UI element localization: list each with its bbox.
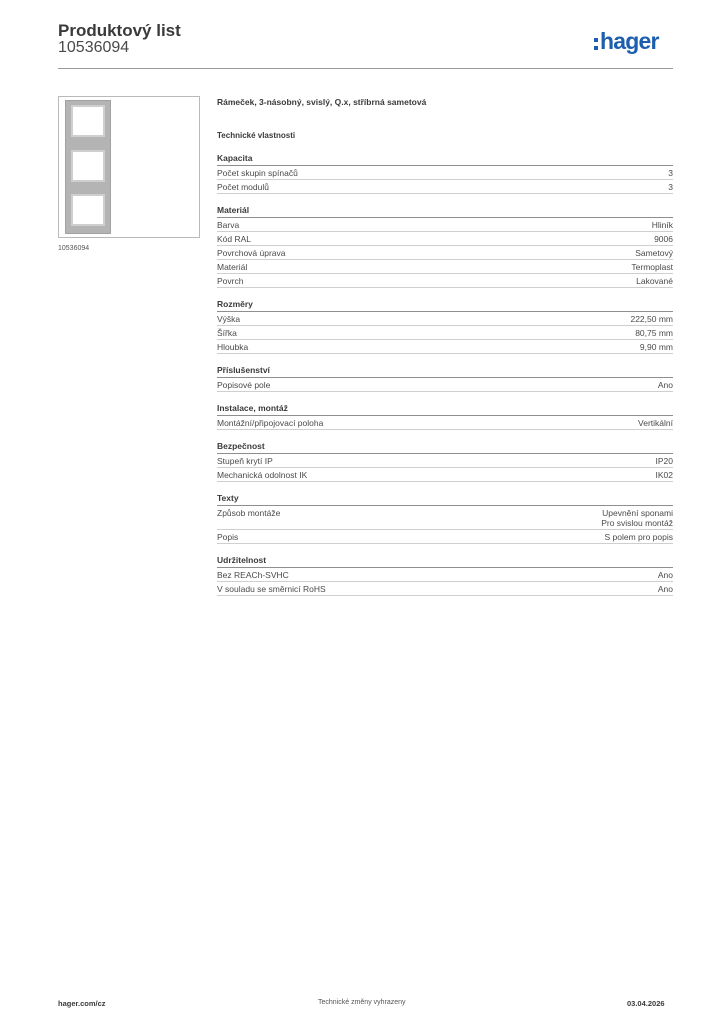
- footer-note: Technické změny vyhrazeny: [318, 999, 406, 1006]
- header-divider: [58, 68, 673, 69]
- spec-value: S polem pro popis: [604, 532, 673, 542]
- spec-value: IP20: [655, 456, 673, 466]
- image-caption: 10536094: [58, 245, 90, 252]
- spec-label: Počet modulů: [217, 182, 269, 192]
- spec-values: [658, 584, 673, 594]
- spec-values: [658, 380, 673, 390]
- spec-value: Lakované: [636, 276, 673, 286]
- spec-value: Pro svislou montáž: [601, 518, 673, 528]
- spec-values: [630, 314, 673, 324]
- frame-opening-middle: [71, 150, 105, 182]
- spec-label: Výška: [217, 314, 241, 324]
- spec-section: [217, 153, 673, 194]
- spec-label: Popisové pole: [217, 380, 271, 390]
- spec-values: [668, 168, 673, 178]
- section-title: Příslušenství: [217, 365, 673, 378]
- spec-row: [217, 260, 673, 274]
- frame-opening-top: [71, 105, 105, 137]
- spec-row: [217, 454, 673, 468]
- spec-label: Počet skupin spínačů: [217, 168, 298, 178]
- spec-row: [217, 506, 673, 530]
- product-details: [217, 96, 673, 596]
- spec-value: 9,90 mm: [639, 342, 673, 352]
- spec-values: [635, 328, 673, 338]
- spec-label: Bez REACh-SVHC: [217, 570, 289, 580]
- logo-dots-icon: [594, 38, 598, 50]
- product-number: 10536094: [58, 39, 130, 56]
- section-title: Rozměry: [217, 299, 673, 312]
- spec-row: [217, 340, 673, 354]
- spec-value: IK02: [655, 470, 673, 480]
- section-title: Udržitelnost: [217, 555, 673, 568]
- spec-row: [217, 218, 673, 232]
- spec-row: [217, 312, 673, 326]
- spec-label: Montážní/připojovací poloha: [217, 418, 324, 428]
- logo-text: hager: [600, 28, 659, 54]
- spec-row: [217, 274, 673, 288]
- spec-section: [217, 205, 673, 288]
- spec-values: [656, 456, 674, 466]
- spec-section: [217, 299, 673, 354]
- spec-values: [604, 532, 673, 542]
- spec-label: Kód RAL: [217, 234, 252, 244]
- spec-row: [217, 232, 673, 246]
- spec-label: Materiál: [217, 262, 248, 272]
- spec-values: [658, 570, 673, 580]
- spec-row: [217, 166, 673, 180]
- section-title: Instalace, montáž: [217, 403, 673, 416]
- spec-values: [640, 342, 673, 352]
- spec-label: Mechanická odolnost IK: [217, 470, 308, 480]
- spec-section: [217, 403, 673, 430]
- spec-label: Hloubka: [217, 342, 249, 352]
- spec-value: 222,50 mm: [630, 314, 673, 324]
- spec-row: [217, 568, 673, 582]
- spec-row: [217, 378, 673, 392]
- spec-value: Ano: [657, 570, 673, 580]
- hager-logo: [594, 29, 659, 53]
- spec-value: 80,75 mm: [635, 328, 673, 338]
- spec-label: Popis: [217, 532, 239, 542]
- spec-section: [217, 493, 673, 544]
- spec-label: Povrchová úprava: [217, 248, 286, 258]
- spec-values: [635, 248, 673, 258]
- spec-row: [217, 246, 673, 260]
- frame-image-icon: [65, 100, 111, 234]
- spec-values: [636, 276, 673, 286]
- specs-heading: Technické vlastnosti: [217, 131, 296, 140]
- spec-label: Způsob montáže: [217, 508, 281, 518]
- spec-row: [217, 530, 673, 544]
- spec-values: [652, 220, 673, 230]
- spec-row: [217, 416, 673, 430]
- spec-label: Povrch: [217, 276, 244, 286]
- spec-section: [217, 441, 673, 482]
- spec-values: [601, 508, 673, 528]
- spec-label: Stupeň krytí IP: [217, 456, 273, 466]
- spec-value: Upevnění sponami: [602, 508, 673, 518]
- product-image: [58, 96, 200, 238]
- spec-value: 3: [668, 182, 673, 192]
- spec-label: V souladu se směrnicí RoHS: [217, 584, 326, 594]
- spec-values: [656, 470, 674, 480]
- spec-values: [668, 182, 673, 192]
- spec-value: Ano: [657, 380, 673, 390]
- footer-website: hager.com/cz: [58, 999, 106, 1008]
- spec-label: Šířka: [217, 328, 237, 338]
- section-title: Kapacita: [217, 153, 673, 166]
- section-title: Texty: [217, 493, 673, 506]
- spec-row: [217, 582, 673, 596]
- spec-row: [217, 180, 673, 194]
- spec-row: [217, 326, 673, 340]
- spec-value: Sametový: [635, 248, 673, 258]
- product-title: Rámeček, 3-násobný, svislý, Q.x, stříbrná sametová: [217, 97, 427, 107]
- spec-section: [217, 555, 673, 596]
- spec-value: Ano: [657, 584, 673, 594]
- spec-value: Vertikální: [638, 418, 673, 428]
- page-title: Produktový list: [58, 21, 181, 40]
- spec-row: [217, 468, 673, 482]
- spec-values: [654, 234, 673, 244]
- footer-date: 03.04.2026: [627, 999, 665, 1008]
- frame-opening-bottom: [71, 194, 105, 226]
- section-title: Bezpečnost: [217, 441, 673, 454]
- spec-value: 9006: [654, 234, 673, 244]
- spec-value: Hliník: [651, 220, 673, 230]
- spec-label: Barva: [217, 220, 240, 230]
- spec-sections: [217, 153, 673, 596]
- spec-values: [638, 418, 673, 428]
- section-title: Materiál: [217, 205, 673, 218]
- spec-section: [217, 365, 673, 392]
- spec-value: Termoplast: [631, 262, 673, 272]
- spec-value: 3: [668, 168, 673, 178]
- spec-values: [631, 262, 673, 272]
